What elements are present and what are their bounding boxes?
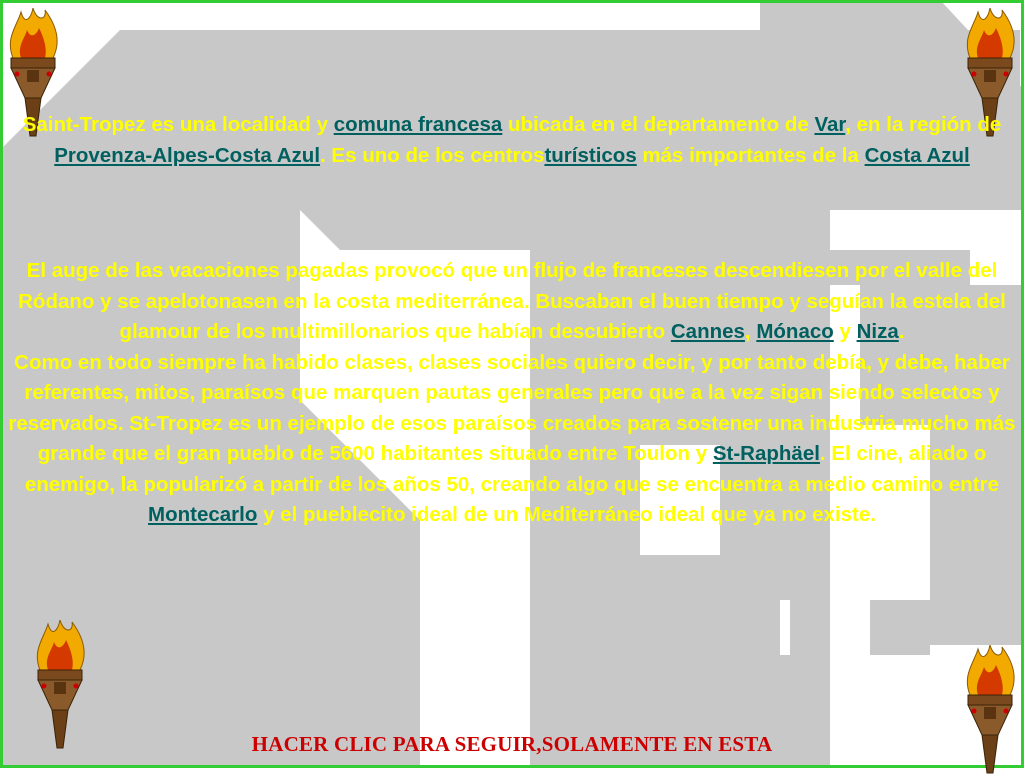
history-text: El auge de las vacaciones pagadas provocó que un flujo de franceses descendiesen por el valle del Ródano y se apelotonasen en la costa mediterránea. Buscaban el buen tiempo y seguían la estela del glamour de los multimillonarios que habían descubierto bbox=[18, 259, 1006, 343]
intro-text: ubicada en el departamento de bbox=[502, 113, 815, 136]
continue-cta[interactable]: HACER CLIC PARA SEGUIR,SOLAMENTE EN ESTA bbox=[251, 732, 773, 756]
link-niza[interactable]: Niza bbox=[856, 320, 899, 343]
history-text: Como en todo siempre ha habido clases, clases sociales quiero decir, y por tanto debía, y debe, haber referentes, mitos, paraísos que marquen pautas generales pero que a la vez sigan siendo selectos y reservados. St-Tropez es un ejemplo de esos paraísos creados para sostener una industria mucho más grande que el gran pueblo de 5600 habitantes situado entre Toulon y bbox=[8, 350, 1016, 465]
intro-text: Saint-Tropez es una localidad y bbox=[22, 113, 334, 136]
link-provenza-alpes-costa-azul[interactable]: Provenza-Alpes-Costa Azul bbox=[54, 143, 321, 167]
history-text: y bbox=[833, 320, 857, 343]
link-cannes[interactable]: Cannes bbox=[670, 320, 745, 343]
link-comuna-francesa[interactable]: comuna francesa bbox=[333, 113, 503, 136]
history-text: . El cine, aliado o enemigo, la popularizó a partir de los años 50, creando algo que se encuentra a medio camino entre bbox=[24, 442, 999, 496]
intro-text: . Es uno de los centros bbox=[320, 143, 545, 167]
history-text: . bbox=[898, 320, 905, 343]
history-text: , bbox=[744, 320, 757, 343]
link-monaco[interactable]: Mónaco bbox=[756, 320, 834, 343]
link-var[interactable]: Var bbox=[814, 113, 846, 136]
link-montecarlo[interactable]: Montecarlo bbox=[148, 503, 258, 526]
intro-text: más importantes de la bbox=[636, 143, 865, 167]
history-text: y el pueblecito ideal de un Mediterráneo ideal que ya no existe. bbox=[257, 503, 876, 526]
intro-text: , en la región de bbox=[845, 113, 1002, 136]
intro-paragraph bbox=[8, 110, 1016, 171]
link-costa-azul[interactable]: Costa Azul bbox=[864, 143, 970, 167]
link-st-raphael[interactable]: St-Raphäel bbox=[712, 442, 820, 465]
link-turisticos[interactable]: turísticos bbox=[544, 143, 637, 167]
history-paragraph bbox=[8, 256, 1016, 531]
flaming-torch-icon bbox=[30, 620, 90, 750]
